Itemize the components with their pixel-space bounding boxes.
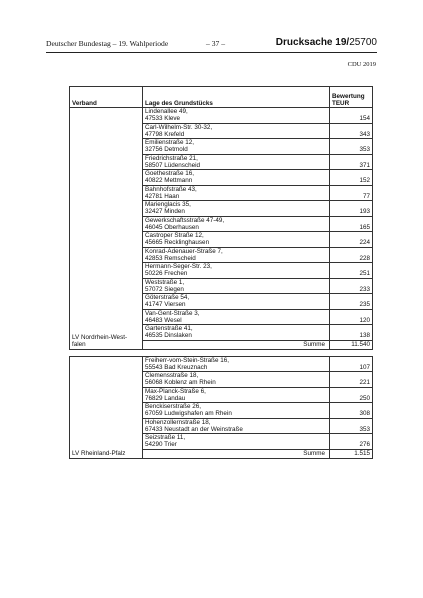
street-address: Hohenzollernstraße 18,	[145, 418, 211, 426]
lage-cell	[143, 294, 330, 310]
postal-city: 67059 Ludwigshafen am Rhein	[145, 410, 232, 418]
sum-value: 1.515	[330, 449, 373, 458]
postal-city: 46535 Dinslaken	[145, 332, 192, 340]
lage-cell	[143, 247, 330, 263]
lage-cell	[143, 387, 330, 403]
header-page-number: – 37 –	[206, 39, 225, 48]
street-address: Carl-Wilhelm-Str. 30-32,	[145, 123, 213, 131]
postal-city: 42853 Remscheid	[145, 254, 196, 262]
header-document-suffix: 25700	[349, 37, 377, 48]
postal-city: 41747 Viersen	[145, 301, 186, 309]
postal-city: 47798 Krefeld	[145, 130, 185, 138]
lage-cell	[143, 185, 330, 201]
lage-cell	[143, 123, 330, 139]
postal-city: 46483 Wesel	[145, 316, 182, 324]
verband-cell	[70, 108, 143, 350]
spacer-cell	[70, 349, 373, 356]
bewertung-value: 107	[330, 356, 373, 372]
street-address: Hermann-Seger-Str. 23,	[145, 263, 212, 271]
street-address: Gewerkschaftsstraße 47-49,	[145, 216, 225, 224]
bewertung-value: 224	[330, 232, 373, 248]
bewertung-value: 371	[330, 154, 373, 170]
group-spacer	[70, 349, 373, 356]
bewertung-value: 152	[330, 170, 373, 186]
bewertung-value: 353	[330, 418, 373, 434]
street-address: Göterstraße 54,	[145, 294, 190, 302]
lage-cell	[143, 216, 330, 232]
lage-cell	[143, 232, 330, 248]
bewertung-value: 343	[330, 123, 373, 139]
bewertung-value: 276	[330, 434, 373, 450]
street-address: Marienglacis 35,	[145, 201, 191, 209]
bewertung-value: 138	[330, 325, 373, 341]
postal-city: 54290 Trier	[145, 441, 177, 449]
postal-city: 47533 Kleve	[145, 115, 181, 123]
lage-cell	[143, 201, 330, 217]
postal-city: 45665 Recklinghausen	[145, 239, 210, 247]
bewertung-value: 353	[330, 139, 373, 155]
postal-city: 56068 Koblenz am Rhein	[145, 379, 216, 387]
street-address: Lindenallee 49,	[145, 108, 188, 116]
street-address: Clemensstraße 18,	[145, 372, 199, 380]
column-header-lage: Lage des Grundstücks	[143, 87, 330, 108]
lage-cell	[143, 372, 330, 388]
street-address: Weststraße 1,	[145, 278, 185, 286]
postal-city: 42781 Haan	[145, 192, 180, 200]
street-address: Friedrichstraße 21,	[145, 154, 198, 162]
postal-city: 55543 Bad Kreuznach	[145, 363, 208, 371]
street-address: Emilienstraße 12,	[145, 139, 194, 147]
postal-city: 46045 Oberhausen	[145, 223, 199, 231]
lage-cell	[143, 108, 330, 124]
street-address: Bahnhofstraße 43,	[145, 185, 197, 193]
street-address: Konrad-Adenauer-Straße 7,	[145, 247, 223, 255]
lage-cell	[143, 325, 330, 341]
column-header-bewertung: Bewertung TEUR	[330, 87, 373, 108]
street-address: Seizstraße 11,	[145, 434, 186, 442]
table-header-row	[70, 87, 373, 108]
postal-city: 40822 Mettmann	[145, 177, 193, 185]
postal-city: 32756 Detmold	[145, 146, 188, 154]
sum-value: 11.540	[330, 340, 373, 349]
postal-city: 76829 Landau	[145, 394, 186, 402]
lage-cell	[143, 170, 330, 186]
street-address: Max-Planck-Straße 6,	[145, 387, 206, 395]
bewertung-value: 251	[330, 263, 373, 279]
lage-cell	[143, 263, 330, 279]
party-label: CDU 2019	[347, 61, 376, 68]
lage-cell	[143, 403, 330, 419]
bewertung-value: 77	[330, 185, 373, 201]
header-rule	[46, 52, 377, 53]
verband-cell	[70, 356, 143, 458]
lage-cell	[143, 418, 330, 434]
street-address: Benckiserstraße 26,	[145, 403, 201, 411]
table-row	[70, 108, 373, 124]
street-address: Goethestraße 16,	[145, 170, 195, 178]
sum-label: Summe	[143, 340, 330, 349]
bewertung-value: 228	[330, 247, 373, 263]
bewertung-value: 120	[330, 309, 373, 325]
bewertung-value: 233	[330, 278, 373, 294]
bewertung-value: 193	[330, 201, 373, 217]
table-row	[70, 356, 373, 372]
street-address: Van-Gent-Straße 3,	[145, 309, 200, 317]
lage-cell	[143, 434, 330, 450]
verband-name: LV Rheinland-Pfalz	[72, 450, 126, 458]
bewertung-value: 221	[330, 372, 373, 388]
bewertung-value: 165	[330, 216, 373, 232]
lage-cell	[143, 278, 330, 294]
bewertung-value: 250	[330, 387, 373, 403]
table-body	[70, 108, 373, 459]
column-header-verband: Verband	[70, 87, 143, 108]
bewertung-value: 308	[330, 403, 373, 419]
postal-city: 58507 Lüdenscheid	[145, 161, 200, 169]
lage-cell	[143, 309, 330, 325]
header-document-number	[276, 37, 377, 48]
lage-cell	[143, 356, 330, 372]
sum-label: Summe	[143, 449, 330, 458]
lage-cell	[143, 139, 330, 155]
bewertung-value: 154	[330, 108, 373, 124]
page-header	[46, 38, 377, 52]
street-address: Freiherr-vom-Stein-Straße 16,	[145, 356, 229, 364]
postal-city: 57072 Siegen	[145, 285, 184, 293]
header-document-prefix: Drucksache 19/	[275, 37, 350, 48]
bewertung-value: 235	[330, 294, 373, 310]
header-publication: Deutscher Bundestag – 19. Wahlperiode	[46, 39, 169, 48]
property-table	[69, 86, 373, 459]
lage-cell	[143, 154, 330, 170]
street-address: Gartenstraße 41,	[145, 325, 193, 333]
postal-city: 32427 Minden	[145, 208, 185, 216]
verband-name: LV Nordrhein-West- falen	[72, 334, 128, 349]
postal-city: 50226 Frechen	[145, 270, 188, 278]
postal-city: 67433 Neustadt an der Weinstraße	[145, 425, 243, 433]
street-address: Castroper Straße 12,	[145, 232, 204, 240]
